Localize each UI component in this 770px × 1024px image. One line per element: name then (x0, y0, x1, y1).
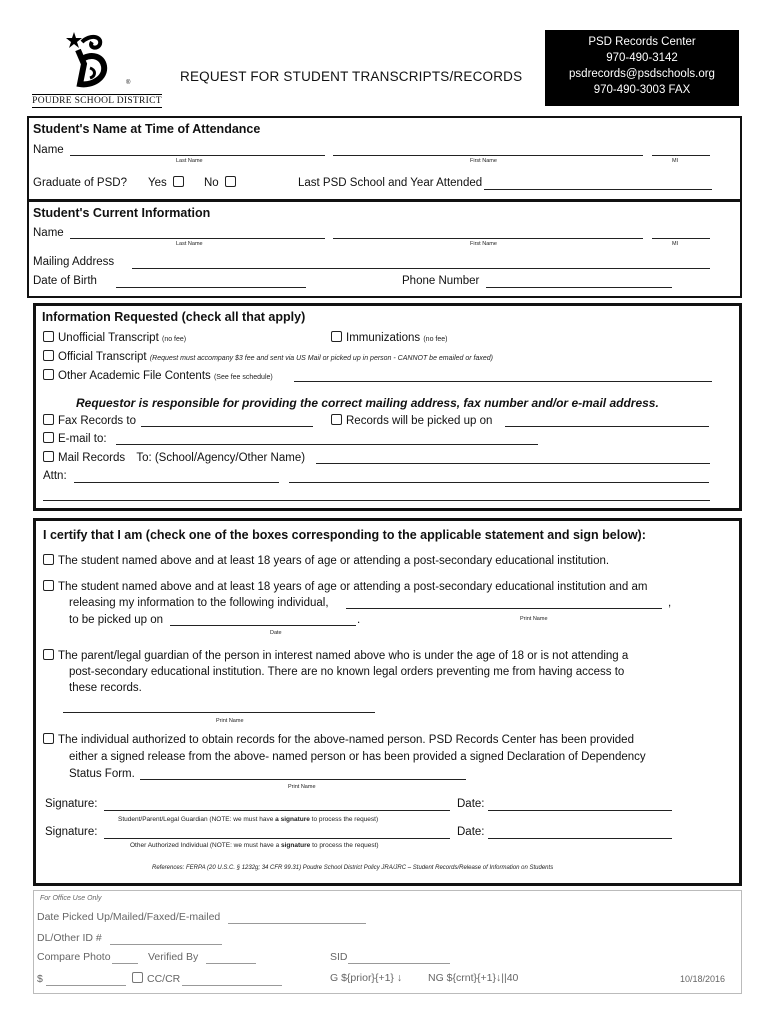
date-caption: Date (270, 630, 282, 636)
cert-option-2-text-b: releasing my information to the following individual, (69, 597, 329, 609)
cert-option-1-text: The student named above and at least 18 years of age or attending a post-secondary educational institution. (58, 555, 610, 567)
sig2-note-a: Other Authorized Individual (NOTE: we must have a (130, 842, 282, 849)
section3-title: Information Requested (check all that apply) (42, 310, 306, 324)
cert-option-4-text-b: either a signed release from the above- named person or has been provided a signed Declaration of Dependency (69, 751, 646, 763)
dob-label: Date of Birth (33, 275, 97, 287)
authorized-print-name-field[interactable] (140, 779, 466, 780)
section1-title: Student's Name at Time of Attendance (33, 122, 261, 136)
down-arrow-icon-2: ↓ (496, 972, 502, 984)
pickup-on-date-field[interactable] (170, 625, 356, 626)
graduate-yes-checkbox[interactable] (173, 176, 184, 187)
immunizations-label: Immunizations (346, 332, 421, 344)
cert-option-4[interactable] (43, 733, 634, 746)
cert-option-2-text-a: The student named above and at least 18 years of age or attending a post-secondary educational institution and am (58, 581, 648, 593)
office-use-title: For Office Use Only (40, 895, 102, 902)
district-logo (32, 28, 162, 110)
cert-option-4-text-c: Status Form. (69, 768, 135, 780)
fee-amount-field[interactable] (46, 985, 126, 986)
requestor-notice: Requestor is responsible for providing the correct mailing address, fax number and/or e-mail address. (76, 396, 659, 410)
cert-option-3[interactable] (43, 649, 628, 662)
immunizations-checkbox[interactable] (331, 331, 342, 342)
cccr-option[interactable] (132, 972, 180, 985)
pickup-label: Records will be picked up on (346, 415, 493, 427)
mail-to-field[interactable] (316, 463, 710, 464)
cccr-field[interactable] (182, 985, 282, 986)
official-transcript-note: (Request must accompany $3 fee and sent via US Mail or picked up in person - CANNOT be emailed or faxed) (149, 355, 493, 362)
sid-field[interactable] (348, 963, 450, 964)
other-academic-note: (See fee schedule) (213, 374, 273, 381)
cert-option-1-checkbox[interactable] (43, 554, 54, 565)
date-picked-label: Date Picked Up/Mailed/Faxed/E-mailed (37, 911, 221, 923)
section-certification (33, 518, 742, 886)
fax-records-checkbox[interactable] (43, 414, 54, 425)
first-name-caption-2: First Name (470, 241, 497, 247)
cert-option-3-text-c: these records. (69, 682, 142, 694)
last-school-field[interactable] (484, 189, 712, 190)
fax-number-field[interactable] (141, 426, 313, 427)
first-name-field-2[interactable] (333, 238, 643, 239)
section4-title: I certify that I am (check one of the boxes corresponding to the applicable statement and sign below): (43, 528, 646, 542)
verified-by-field[interactable] (206, 963, 256, 964)
unofficial-transcript-option[interactable] (43, 331, 186, 344)
signature-note-1 (118, 816, 378, 823)
contact-box (545, 30, 739, 106)
unofficial-transcript-checkbox[interactable] (43, 331, 54, 342)
print-name-caption-2: Print Name (216, 718, 244, 724)
compare-photo-label: Compare Photo (37, 951, 111, 963)
cert-option-3-text-b: post-secondary educational institution. There are no known legal orders preventing me from having access to (69, 666, 625, 678)
sig2-note-bold: signature (281, 842, 311, 849)
cccr-label: CC/CR (147, 973, 181, 985)
other-academic-checkbox[interactable] (43, 369, 54, 380)
other-academic-option[interactable] (43, 369, 273, 382)
other-academic-label: Other Academic File Contents (58, 370, 211, 382)
cert-option-2-text-c: to be picked up on (69, 614, 163, 626)
attn-field-1[interactable] (74, 482, 279, 483)
fax-records-label: Fax Records to (58, 415, 136, 427)
references-note: References: FERPA (20 U.S.C. § 1232g; 34 CFR 99.31) Poudre School District Policy JRA/JRC – Student Records/Release of Information on Students (152, 865, 554, 871)
print-name-caption-3: Print Name (288, 784, 316, 790)
signature-field-1[interactable] (104, 810, 450, 811)
mi-caption-2: MI (672, 241, 679, 247)
dl-id-field[interactable] (110, 944, 222, 945)
attn-label: Attn: (43, 470, 67, 482)
cert-option-3-checkbox[interactable] (43, 649, 54, 660)
cert-option-3-text-a: The parent/legal guardian of the person in interest named above who is under the age of 18 or is not attending a (58, 650, 629, 662)
guardian-print-name-field[interactable] (63, 712, 375, 713)
graduate-no-label: No (204, 177, 219, 189)
graduate-yes-option[interactable] (148, 176, 188, 189)
cert-option-4-checkbox[interactable] (43, 733, 54, 744)
g-field-text: G ${prior}{+1} (330, 972, 394, 984)
mi-field-2[interactable] (652, 238, 710, 239)
graduate-yes-label: Yes (148, 177, 167, 189)
immunizations-fee-note: (no fee) (423, 336, 448, 343)
first-name-field-1[interactable] (333, 155, 643, 156)
cert-option-2-period: . (357, 614, 361, 626)
date-label-1: Date: (457, 798, 485, 810)
sig1-note-b: to process the request) (309, 816, 379, 823)
official-transcript-option[interactable] (43, 350, 493, 363)
graduate-label: Graduate of PSD? (33, 177, 127, 189)
cert-option-2-checkbox[interactable] (43, 580, 54, 591)
last-name-caption-1: Last Name (176, 158, 203, 164)
signature-note-2 (130, 842, 379, 849)
sid-label: SID (330, 951, 348, 963)
fee-dollar-label: $ (37, 973, 43, 985)
name-label-1: Name (33, 144, 64, 156)
dob-field[interactable] (116, 287, 306, 288)
down-arrow-icon: ↓ (396, 972, 403, 984)
immunizations-option[interactable] (331, 331, 447, 344)
phone-label: Phone Number (402, 275, 480, 287)
individual-name-field[interactable] (346, 608, 662, 609)
name-label-2: Name (33, 227, 64, 239)
signature-field-2[interactable] (104, 838, 450, 839)
date-picked-field[interactable] (228, 923, 366, 924)
section2-title: Student's Current Information (33, 206, 211, 220)
last-name-caption-2: Last Name (176, 241, 203, 247)
contact-fax: 970-490-3003 FAX (593, 84, 691, 96)
mailing-address-label: Mailing Address (33, 256, 115, 268)
phone-field[interactable] (486, 287, 672, 288)
signature-label-1: Signature: (45, 798, 98, 810)
registered-mark: ® (126, 80, 131, 86)
email-field[interactable] (116, 444, 538, 445)
email-option[interactable] (43, 432, 107, 445)
signature-label-2: Signature: (45, 826, 98, 838)
graduate-no-checkbox[interactable] (225, 176, 236, 187)
form-title: REQUEST FOR STUDENT TRANSCRIPTS/RECORDS (180, 69, 523, 84)
pickup-checkbox[interactable] (331, 414, 342, 425)
mail-to-label: To: (School/Agency/Other Name) (136, 452, 306, 464)
contact-office: PSD Records Center (588, 36, 696, 48)
mi-caption-1: MI (672, 158, 679, 164)
sig1-note-a: Student/Parent/Legal Guardian (NOTE: we must have (118, 816, 276, 823)
ng-field-text: NG ${crnt}{+1} (428, 972, 497, 984)
cert-option-1[interactable] (43, 554, 609, 567)
attn-field-2[interactable] (289, 482, 709, 483)
other-academic-field[interactable] (294, 381, 712, 382)
cert-option-2[interactable] (43, 580, 647, 593)
last-school-label: Last PSD School and Year Attended (298, 177, 483, 189)
ng-field-label (428, 972, 518, 984)
ng-field-end: ||40 (501, 972, 519, 984)
last-name-field-2[interactable] (70, 238, 325, 239)
contact-email[interactable]: psdrecords@psdschools.org (569, 68, 715, 80)
logo-graphic (32, 28, 162, 100)
official-transcript-label: Official Transcript (58, 351, 147, 363)
mi-field-1[interactable] (652, 155, 710, 156)
last-name-field-1[interactable] (70, 155, 325, 156)
mail-records-checkbox[interactable] (43, 451, 54, 462)
verified-by-label: Verified By (148, 951, 199, 963)
district-name: POUDRE SCHOOL DISTRICT (32, 96, 162, 106)
compare-photo-field[interactable] (112, 963, 138, 964)
mailing-address-field[interactable] (132, 268, 710, 269)
pickup-option[interactable] (331, 414, 492, 427)
first-name-caption-1: First Name (470, 158, 497, 164)
g-field-label (330, 972, 402, 984)
contact-phone: 970-490-3142 (606, 52, 678, 64)
official-transcript-checkbox[interactable] (43, 350, 54, 361)
dl-id-label: DL/Other ID # (37, 932, 102, 944)
unofficial-fee-note: (no fee) (161, 336, 187, 343)
cert-option-2-comma: , (668, 597, 672, 609)
pickup-date-field[interactable] (505, 426, 709, 427)
date-label-2: Date: (457, 826, 485, 838)
cccr-checkbox[interactable] (132, 972, 143, 983)
graduate-no-option[interactable] (204, 176, 240, 189)
unofficial-transcript-label: Unofficial Transcript (58, 332, 159, 344)
date-field-1[interactable] (488, 810, 672, 811)
cert-option-4-text-a: The individual authorized to obtain records for the above-named person. PSD Records Center has been provided (58, 734, 634, 746)
sig2-note-b: to process the request) (310, 842, 379, 849)
email-checkbox[interactable] (43, 432, 54, 443)
date-field-2[interactable] (488, 838, 672, 839)
form-revision-date: 10/18/2016 (680, 974, 726, 984)
mail-records-label: Mail Records (58, 452, 126, 464)
mail-records-option[interactable] (43, 451, 305, 464)
sig1-note-bold: a signature (275, 816, 310, 823)
print-name-caption-1: Print Name (520, 616, 548, 622)
email-label: E-mail to: (58, 433, 107, 445)
fax-records-option[interactable] (43, 414, 136, 427)
address-field-extra[interactable] (43, 500, 710, 501)
